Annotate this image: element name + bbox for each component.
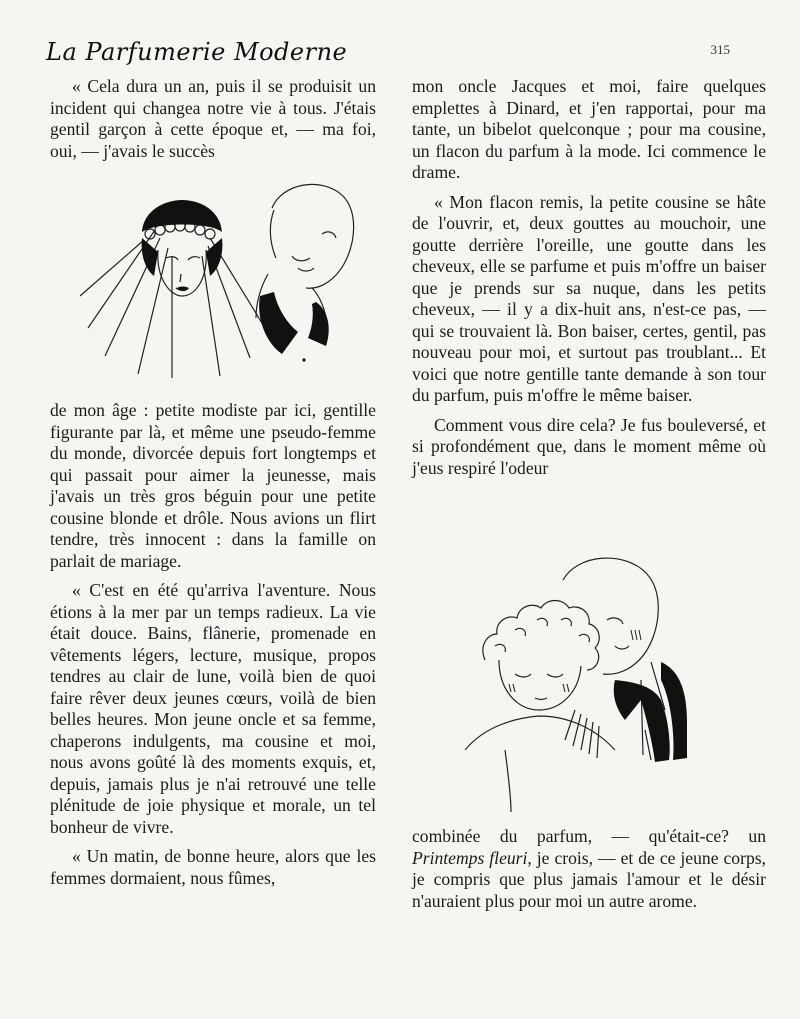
veiled-woman-and-man-icon	[60, 178, 380, 383]
page-number: 315	[710, 42, 730, 57]
paragraph: « Mon flacon remis, la petite cousine se hâte de l'ouvrir, et, deux gouttes au mouchoir, une goutte derrière l'oreille, une goutte dans les cheveux, elle se parfume et puis m'offre un baiser que je prends sur sa nuque, dans les petits cheveux, — il y a dix-huit ans, n'est-ce pas, — qui se trouvaient là. Bon baiser, certes, gentil, pas nouveau pour moi, et surtout pas troublant... Et voici que notre gentille tante demande à son tour du parfum, puis m'offre le même baiser.	[412, 191, 766, 405]
paragraph: « Cela dura un an, puis il se produisit un incident qui changea notre vie à tous. J'étais gentil garçon à cette époque et, — ma foi, oui, — j'avais le succès	[50, 76, 376, 161]
right-column-bottom	[412, 826, 766, 920]
paragraph: de mon âge : petite modiste par ici, gentille figurante par là, et même une pseudo-femme du monde, divorcée depuis fort longtemps et qui passait pour aimer la jeunesse, mais j'avais un très gros béguin pour une petite cousine blonde et drôle. Nous avions un flirt tendre, très innocent : dans la famille on parlait de mariage.	[50, 400, 376, 571]
left-column-bottom	[50, 400, 376, 897]
illustration-curly-woman	[465, 550, 705, 815]
right-column-top	[412, 76, 766, 487]
paragraph: « C'est en été qu'arriva l'aventure. Nous étions à la mer par un temps radieux. La vie était douce. Bains, flânerie, promenade en vêtements légers, lecture, musique, propos tendres au clair de lune, voilà bien de quoi faire rêver deux jeunes cœurs, voilà de bien belles heures. Mon jeune oncle et sa femme, chaperons indulgents, ma cousine et moi, nous avons goûté là des moments exquis, et, depuis, jamais plus je n'ai retrouvé une telle plénitude de joie physique et morale, un tel bonheur de vivre.	[50, 580, 376, 837]
paragraph	[412, 826, 766, 912]
left-column-top	[50, 76, 376, 170]
paragraph: « Un matin, de bonne heure, alors que les femmes dormaient, nous fûmes,	[50, 846, 376, 888]
paragraph: mon oncle Jacques et moi, faire quelques emplettes à Dinard, et j'en rapportai, pour ma tante, un bibelot quelconque ; pour ma cousine, un flacon du parfum à la mode. Ici commence le drame.	[412, 76, 766, 182]
paragraph: Comment vous dire cela? Je fus bouleversé, et si profondément que, dans le moment même où j'eus respiré l'odeur	[412, 414, 766, 478]
journal-title: La Parfumerie Moderne	[46, 38, 348, 66]
text-run: je crois, — et de ce jeune corps, je compris que plus jamais l'amour et le désir n'auraient plus pour moi un autre arome.	[412, 847, 766, 911]
text-run: combinée du parfum, — qu'était-ce? un	[412, 826, 766, 846]
illustration-veiled-woman	[60, 178, 380, 383]
perfume-name: Printemps fleuri,	[412, 847, 532, 868]
curly-haired-woman-and-man-icon	[465, 550, 705, 815]
